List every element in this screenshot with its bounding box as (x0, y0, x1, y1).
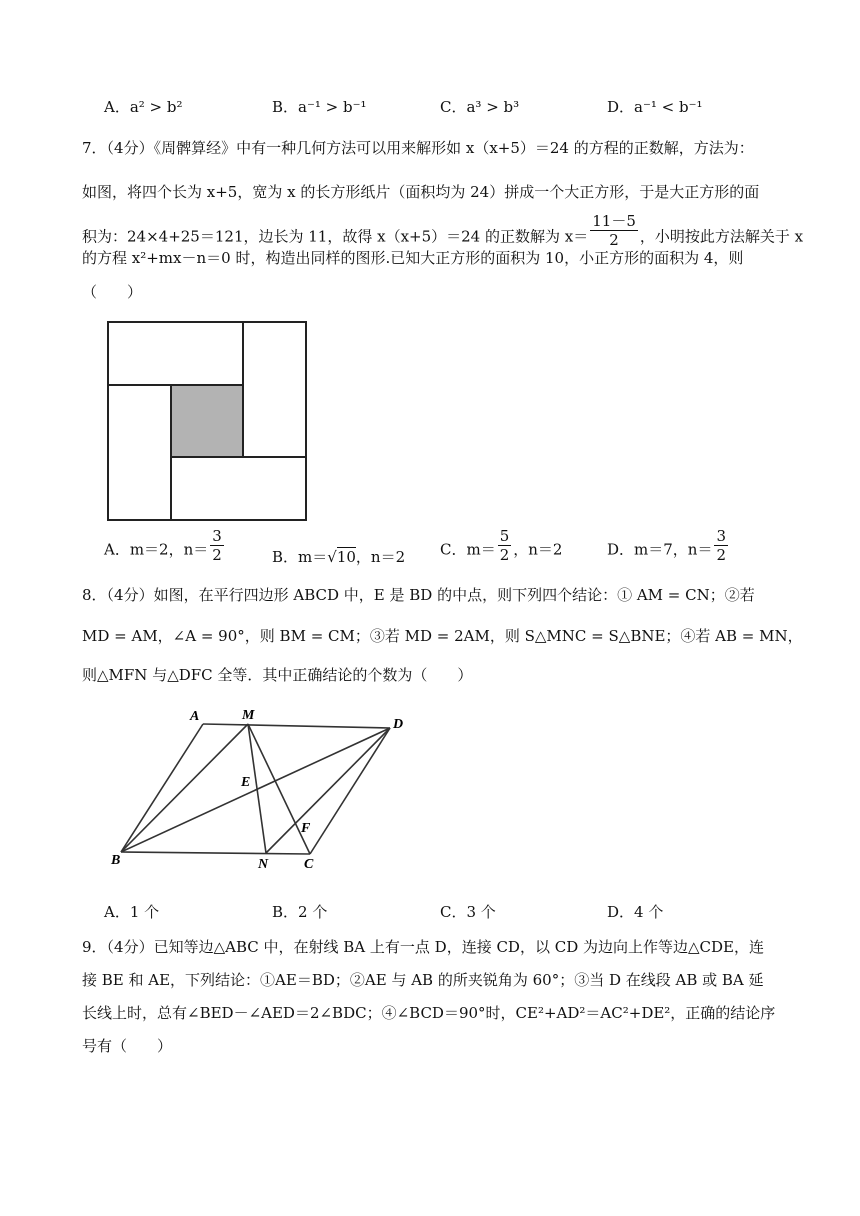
label-m: M (242, 708, 255, 723)
edge-ad (203, 724, 390, 728)
q7-b-prefix: B．m＝ (272, 548, 328, 566)
q7-b-suffix: ，n＝2 (355, 548, 406, 566)
q7-option-c[interactable] (440, 527, 563, 564)
label-n: N (258, 857, 269, 872)
q9-line-3: 长线上时，总有∠BED－∠AED＝2∠BDC；④∠BCD＝90°时，CE²+AD²＝AC²+DE²，正确的结论序 (82, 1004, 776, 1022)
q8-line-1: 8．（4分）如图，在平行四边形 ABCD 中，E 是 BD 的中点，则下列四个结论：① AM = CN；②若 (82, 586, 755, 604)
q9-line-2: 接 BE 和 AE，下列结论：①AE＝BD；②AE 与 AB 的所夹锐角为 60°；③当 D 在线段 AB 或 BA 延 (82, 971, 764, 989)
q7-frac-den: 2 (609, 231, 619, 249)
q7-option-a[interactable] (104, 527, 226, 564)
q7-b-radicand: 10 (336, 548, 356, 566)
q7-option-d[interactable] (607, 527, 730, 564)
q7-option-b[interactable] (272, 546, 405, 567)
q8-parallelogram-figure (100, 700, 420, 875)
q7-line-3a: 积为：24×4+25＝121，边长为 11，故得 x（x+5）＝24 的正数解为 x＝ (82, 227, 589, 246)
q8-option-a[interactable]: A．1 个 (104, 903, 160, 921)
q7-line-3 (82, 212, 804, 249)
label-e: E (241, 775, 251, 790)
q7-a-prefix: A．m＝2，n＝ (104, 540, 209, 559)
q8-line-3: 则△MFN 与△DFC 全等．其中正确结论的个数为（ ） (82, 666, 473, 684)
q7-d-num: 3 (716, 527, 727, 545)
q8-option-c[interactable]: C．3 个 (440, 903, 496, 921)
q7-d-frac (714, 527, 728, 564)
q9-line-4: 号有（ ） (82, 1037, 173, 1055)
small-square (171, 385, 243, 457)
q7-d-den: 2 (716, 546, 727, 564)
q7-a-num: 3 (212, 527, 222, 545)
q6-option-d[interactable]: D．a⁻¹ < b⁻¹ (607, 98, 703, 116)
label-b: B (111, 853, 121, 868)
q8-option-b[interactable]: B．2 个 (272, 903, 328, 921)
q7-a-frac (210, 527, 224, 564)
q7-line-1: 7．（4分）《周髀算经》中有一种几何方法可以用来解形如 x（x+5）＝24 的方程的正数解，方法为： (82, 139, 754, 157)
q7-c-num: 5 (499, 527, 510, 545)
label-a: A (190, 709, 200, 724)
edge-cb (121, 852, 310, 854)
q7-c-prefix: C．m＝ (440, 540, 496, 559)
segment-bm (121, 724, 251, 852)
label-f: F (301, 821, 311, 836)
q6-option-a[interactable]: A．a² > b² (104, 98, 183, 116)
q7-c-den: 2 (499, 546, 510, 564)
segment-nd (266, 728, 390, 853)
q7-line-2: 如图，将四个长为 x+5，宽为 x 的长方形纸片（面积均为 24）拼成一个大正方形，于是大正方形的面 (82, 183, 760, 201)
q8-option-d[interactable]: D．4 个 (607, 903, 664, 921)
q7-line-4: 的方程 x²+mx－n＝0 时，构造出同样的图形.已知大正方形的面积为 10，小正方形的面积为 4，则 (82, 249, 744, 267)
q6-option-b[interactable]: B．a⁻¹ > b⁻¹ (272, 98, 367, 116)
q8-line-2: MD = AM，∠A = 90°，则 BM = CM；③若 MD = 2AM，则 S△MNC = S△BNE；④若 AB = MN， (82, 627, 803, 645)
q7-a-den: 2 (212, 546, 222, 564)
sqrt-icon: √ (327, 548, 337, 566)
q7-c-suffix: ，n＝2 (513, 540, 563, 559)
q7-fraction (590, 212, 638, 249)
q7-line-3b: ，小明按此方法解关于 x (639, 227, 804, 246)
q6-option-c[interactable]: C．a³ > b³ (440, 98, 520, 116)
q7-frac-num: 11－5 (592, 212, 636, 230)
label-d: D (393, 717, 404, 732)
q9-line-1: 9．（4分）已知等边△ABC 中，在射线 BA 上有一点 D，连接 CD，以 CD 为边向上作等边△CDE，连 (82, 938, 764, 956)
q7-c-frac (498, 527, 512, 564)
label-c: C (304, 857, 314, 872)
q7-d-prefix: D．m＝7，n＝ (607, 540, 713, 559)
q7-line-5: （ ） (82, 283, 143, 301)
q7-square-figure (104, 318, 310, 524)
